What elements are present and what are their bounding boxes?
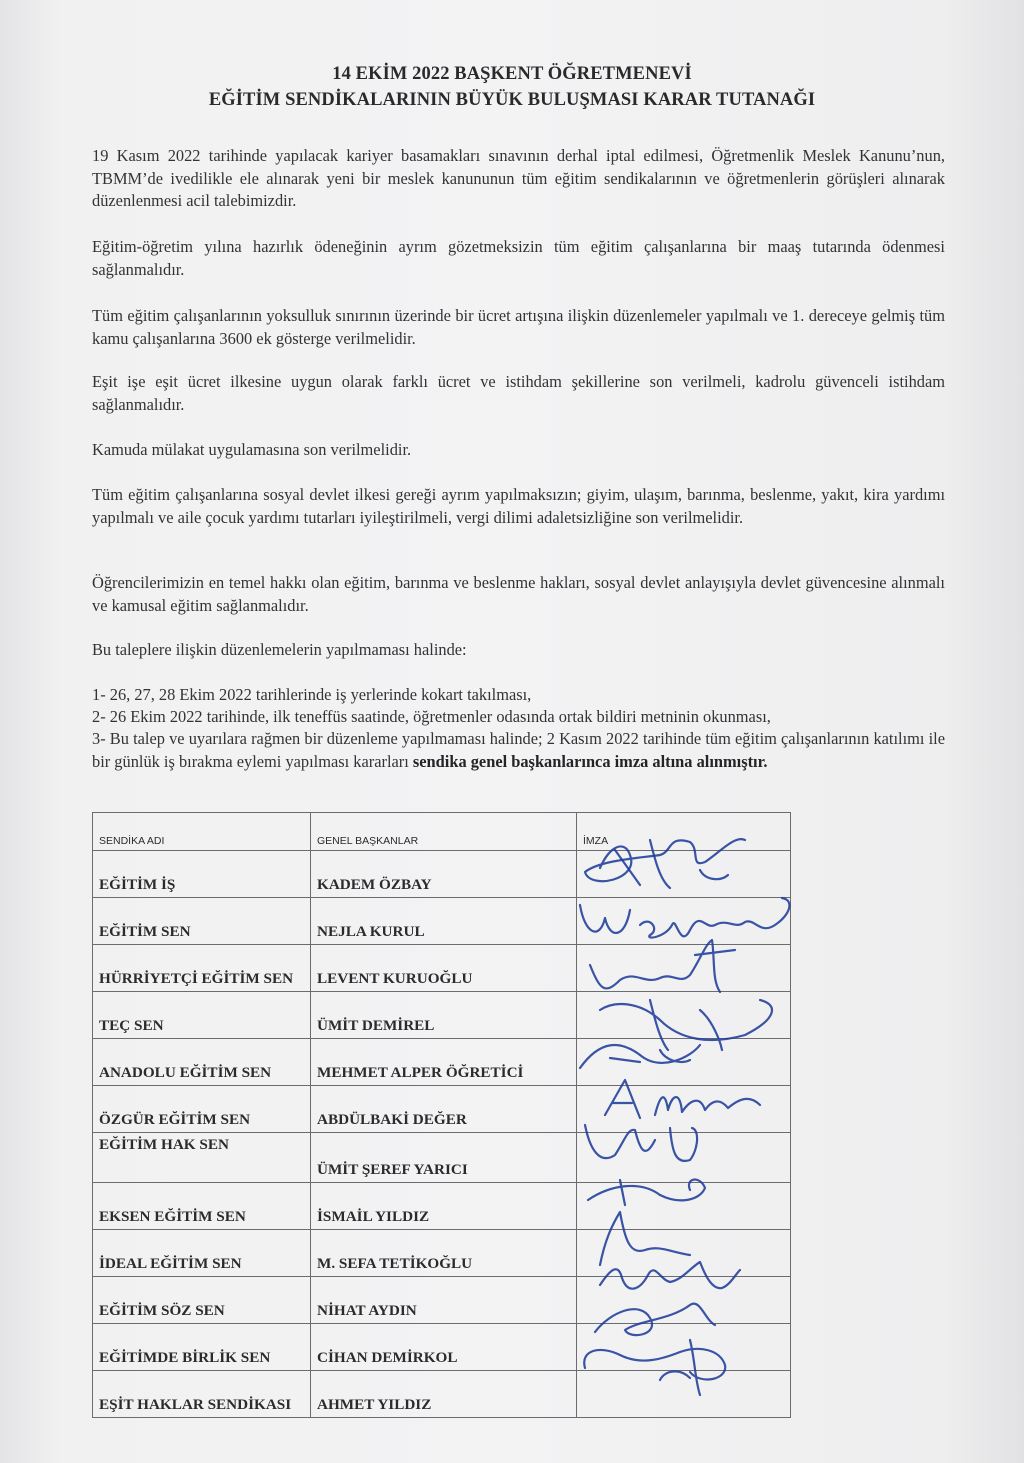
union-name: ANADOLU EĞİTİM SEN xyxy=(93,1039,311,1086)
table-row xyxy=(93,898,791,945)
signature-cell xyxy=(577,1039,791,1086)
president-name: KADEM ÖZBAY xyxy=(311,851,577,898)
action-item-1: 1- 26, 27, 28 Ekim 2022 tarihlerinde iş yerlerinde kokart takılması, xyxy=(92,685,532,704)
header-president: GENEL BAŞKANLAR xyxy=(311,813,577,851)
signature-cell xyxy=(577,1133,791,1183)
action-item-3 xyxy=(92,728,945,773)
table-row xyxy=(93,1183,791,1230)
signature-table xyxy=(92,812,791,1418)
action-item-3-bold-text: sendika genel başkanlarınca imza altına alınmıştır. xyxy=(412,751,768,771)
table-row xyxy=(93,1133,791,1183)
table-row xyxy=(93,1324,791,1371)
action-item-3-text: 3- Bu talep ve uyarılara rağmen bir düzenleme yapılmaması halinde; 2 Kasım 2022 tarihinde tüm eğitim çalışanlarının katılımı ile bir günlük iş bırakma eylemi yapılması kararları xyxy=(92,729,945,771)
signature-cell xyxy=(577,1371,791,1418)
union-name: EKSEN EĞİTİM SEN xyxy=(93,1183,311,1230)
signature-cell xyxy=(577,898,791,945)
president-name: CİHAN DEMİRKOL xyxy=(311,1324,577,1371)
union-name-text: HÜRRİYETÇİ EĞİTİM SEN xyxy=(99,970,294,987)
table-row xyxy=(93,1371,791,1418)
paragraph-social-state: Tüm eğitim çalışanlarına sosyal devlet ilkesi gereği ayrım yapılmaksızın; giyim, ulaşım, barınma, beslenme, yakıt, kira yardımı yapılmalı ve aile çocuk yardımı tutarları iyileştirilmeli, vergi dilimi adaletsizliğine son verilmelidir. xyxy=(92,485,945,527)
union-name: İDEAL EĞİTİM SEN xyxy=(93,1230,311,1277)
union-name xyxy=(93,1371,311,1418)
union-name: EĞİTİM SÖZ SEN xyxy=(93,1277,311,1324)
union-name: EĞİTİM HAK SEN xyxy=(93,1133,311,1183)
president-name: MEHMET ALPER ÖĞRETİCİ xyxy=(311,1039,577,1086)
signature-cell xyxy=(577,992,791,1039)
paragraph-wage-increase: Tüm eğitim çalışanlarının yoksulluk sınırının üzerinde bir ücret artışına ilişkin düzenlemeler yapılmalı ve 1. dereceye gelmiş tüm kamu çalışanlarına 3600 ek gösterge verilmelidir. xyxy=(92,306,945,348)
signature-cell xyxy=(577,1324,791,1371)
president-name: İSMAİL YILDIZ xyxy=(311,1183,577,1230)
table-header-row xyxy=(93,813,791,851)
header-union: SENDİKA ADI xyxy=(93,813,311,851)
document-title-line1: 14 EKİM 2022 BAŞKENT ÖĞRETMENEVİ xyxy=(332,64,692,84)
table-row xyxy=(93,945,791,992)
union-name-text: EŞİT HAKLAR SENDİKASI xyxy=(99,1396,292,1413)
paragraph-preparation-allowance: Eğitim-öğretim yılına hazırlık ödeneğinin ayrım gözetmeksizin tüm eğitim çalışanlarına bir maaş tutarında ödenmesi sağlanmalıdır. xyxy=(92,237,945,279)
paragraph-equal-pay: Eşit işe eşit ücret ilkesine uygun olarak farklı ücret ve istihdam şekillerine son verilmeli, kadrolu güvenceli istihdam sağlanmalıdır. xyxy=(92,372,945,414)
table-row xyxy=(93,1086,791,1133)
signature-cell xyxy=(577,1277,791,1324)
paragraph-interview: Kamuda mülakat uygulamasına son verilmelidir. xyxy=(92,440,412,459)
union-name: TEÇ SEN xyxy=(93,992,311,1039)
table-row xyxy=(93,851,791,898)
president-name: LEVENT KURUOĞLU xyxy=(311,945,577,992)
signature-cell xyxy=(577,1230,791,1277)
president-name: ABDÜLBAKİ DEĞER xyxy=(311,1086,577,1133)
action-item-2: 2- 26 Ekim 2022 tarihinde, ilk teneffüs saatinde, öğretmenler odasında ortak bildiri metninin okunması, xyxy=(92,707,771,726)
table-row xyxy=(93,1230,791,1277)
union-name: EĞİTİMDE BİRLİK SEN xyxy=(93,1324,311,1371)
president-name: AHMET YILDIZ xyxy=(311,1371,577,1418)
paragraph-exam-cancellation: 19 Kasım 2022 tarihinde yapılacak kariyer basamakları sınavının derhal iptal edilmesi, Öğretmenlik Meslek Kanunu’nun, TBMM’de ivedilikle ele alınarak yeni bir meslek kanununun tüm eğitim sendikalarının ve öğretmenlerin görüşleri alınarak düzenlenmesi acil talebimizdir. xyxy=(92,146,945,210)
paragraph-conditions-intro: Bu taleplere ilişkin düzenlemelerin yapılmaması halinde: xyxy=(92,640,467,659)
union-name: EĞİTİM SEN xyxy=(93,898,311,945)
signature-cell xyxy=(577,1183,791,1230)
signature-cell xyxy=(577,851,791,898)
president-name: ÜMİT DEMİREL xyxy=(311,992,577,1039)
table-row xyxy=(93,1277,791,1324)
table-row xyxy=(93,992,791,1039)
union-name: EĞİTİM İŞ xyxy=(93,851,311,898)
paragraph-students: Öğrencilerimizin en temel hakkı olan eğitim, barınma ve beslenme hakları, sosyal devlet anlayışıyla devlet güvencesine alınmalı ve kamusal eğitim sağlanmalıdır. xyxy=(92,573,945,615)
president-name: NEJLA KURUL xyxy=(311,898,577,945)
president-name: NİHAT AYDIN xyxy=(311,1277,577,1324)
table-row xyxy=(93,1039,791,1086)
union-name xyxy=(93,945,311,992)
signature-cell xyxy=(577,945,791,992)
header-signature: İMZA xyxy=(577,813,791,851)
signature-cell xyxy=(577,1086,791,1133)
president-name: ÜMİT ŞEREF YARICI xyxy=(311,1133,577,1183)
document-title-line2: EĞİTİM SENDİKALARININ BÜYÜK BULUŞMASI KARAR TUTANAĞI xyxy=(208,90,816,110)
president-name: M. SEFA TETİKOĞLU xyxy=(311,1230,577,1277)
union-name: ÖZGÜR EĞİTİM SEN xyxy=(93,1086,311,1133)
